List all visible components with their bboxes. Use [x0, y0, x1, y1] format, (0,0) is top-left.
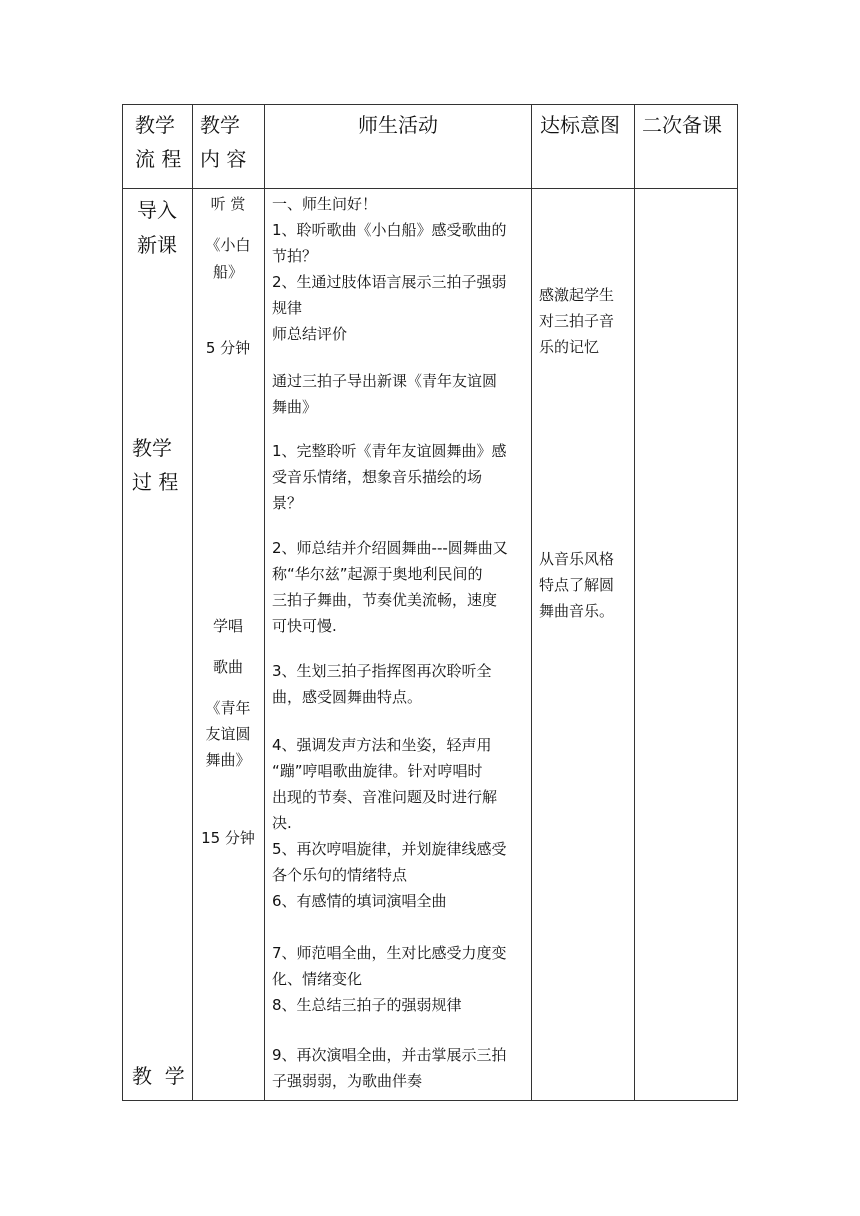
content-song1-line1: 《小白 — [205, 236, 251, 254]
header-second-prep: 二次备课 — [642, 113, 722, 137]
activity-block-1: 一、师生问好！ 1、聆听歌曲《小白船》感受歌曲的 节拍？ 2、生通过肢体语言展示三拍子强弱 规律 师总结评价 — [272, 195, 507, 343]
content-time1: 5 分钟 — [205, 339, 251, 357]
header-activities: 师生活动 — [358, 113, 438, 137]
header-content-line2: 内 容 — [200, 147, 247, 171]
stage-intro-line2: 新课 — [137, 233, 177, 257]
content-learn: 学唱 — [212, 617, 243, 635]
objective-block-1: 感激起学生 对三拍子音 乐的记忆 — [539, 286, 615, 356]
activity-block-7: 7、师范唱全曲，生对比感受力度变 化、情绪变化 8、生总结三拍子的强弱规律 — [272, 944, 507, 1014]
activity-block-8: 9、再次演唱全曲，并击掌展示三拍 子强弱弱，为歌曲伴奏 — [272, 1046, 507, 1090]
header-divider — [122, 188, 738, 189]
objective-block-2: 从音乐风格 特点了解圆 舞曲音乐。 — [539, 550, 615, 620]
header-content-line1: 教学 — [200, 113, 240, 137]
activity-block-6: 4、强调发声方法和坐姿，轻声用 “蹦”哼唱歌曲旋律。针对哼唱时 出现的节奏、音准问题及时进行解 决. 5、再次哼唱旋律，并划旋律线感受 各个乐句的情绪特点 6、有感情的填词演唱全曲 — [272, 736, 507, 910]
column-divider — [264, 104, 265, 1101]
header-objectives: 达标意图 — [540, 113, 620, 137]
content-time2: 15 分钟 — [201, 829, 255, 847]
content-song2-line3: 舞曲》 — [205, 751, 251, 769]
stage-bottom: 教 学 — [132, 1064, 185, 1088]
content-song: 歌曲 — [212, 658, 243, 676]
content-song1-line2: 船》 — [212, 263, 243, 281]
header-process-line1: 教学 — [135, 113, 175, 137]
activity-block-5: 3、生划三拍子指挥图再次聆听全 曲，感受圆舞曲特点。 — [272, 662, 492, 706]
column-divider — [531, 104, 532, 1101]
stage-process-line1: 教学 — [132, 436, 172, 460]
stage-intro-line1: 导入 — [137, 198, 177, 222]
column-divider — [634, 104, 635, 1101]
activity-block-2: 通过三拍子导出新课《青年友谊圆 舞曲》 — [272, 372, 498, 416]
activity-block-4: 2、师总结并介绍圆舞曲---圆舞曲又 称“华尔兹”起源于奥地利民间的 三拍子舞曲，节奏优美流畅，速度 可快可慢. — [272, 539, 508, 635]
stage-process-line2: 过 程 — [132, 470, 179, 494]
content-listen: 听 赏 — [210, 195, 246, 213]
content-song2-line1: 《青年 — [205, 699, 251, 717]
header-process-line2: 流 程 — [135, 147, 182, 171]
content-song2-line2: 友谊圆 — [205, 725, 251, 743]
activity-block-3: 1、完整聆听《青年友谊圆舞曲》感 受音乐情绪，想象音乐描绘的场 景？ — [272, 442, 507, 512]
